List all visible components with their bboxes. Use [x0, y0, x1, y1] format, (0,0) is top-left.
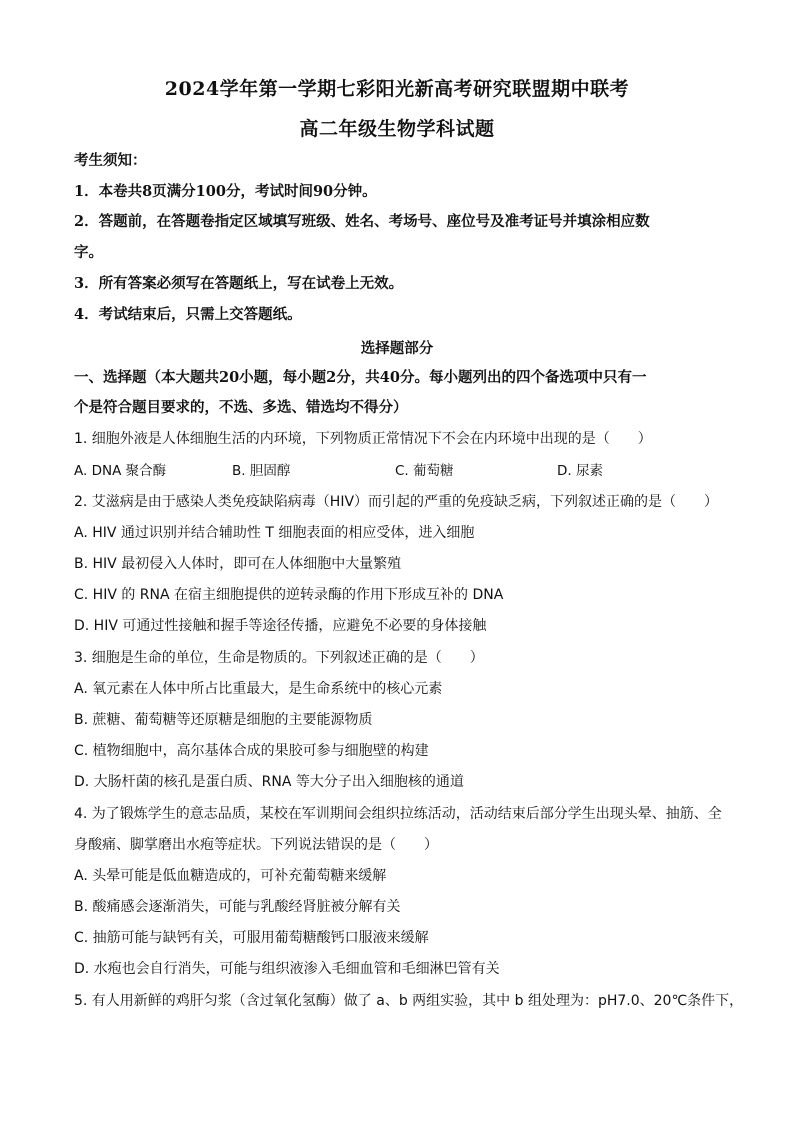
question-1-option-c: C. 葡萄糖 [395, 463, 454, 479]
question-2-option-d: D. HIV 可通过性接触和握手等途径传播，应避免不必要的身体接触 [74, 618, 487, 634]
question-3-option-b: B. 蔗糖、葡萄糖等还原糖是细胞的主要能源物质 [74, 712, 373, 728]
question-4-option-b: B. 酸痛感会逐渐消失，可能与乳酸经肾脏被分解有关 [74, 899, 401, 915]
question-2-stem: 2. 艾滋病是由于感染人类免疫缺陷病毒（HIV）而引起的严重的免疫缺乏病，下列叙述正确的是（ ） [74, 494, 719, 510]
section-instructions: 个是符合题目要求的，不选、多选、错选均不得分） [74, 399, 408, 416]
exam-subtitle: 高二年级生物学科试题 [299, 118, 495, 140]
notice-heading: 考生须知： [74, 152, 147, 169]
notice-item: 1．本卷共8页满分100分，考试时间90分钟。 [74, 183, 377, 200]
exam-title: 2024学年第一学期七彩阳光新高考研究联盟期中联考 [164, 78, 630, 100]
question-4-option-d: D. 水疱也会自行消失，可能与组织液渗入毛细血管和毛细淋巴管有关 [74, 961, 500, 977]
question-1-option-a: A. DNA 聚合酶 [74, 463, 167, 479]
question-1-option-b: B. 胆固醇 [232, 463, 291, 479]
question-3-option-a: A. 氧元素在人体中所占比重最大，是生命系统中的核心元素 [74, 681, 443, 697]
question-3-option-d: D. 大肠杆菌的核孔是蛋白质、RNA 等大分子出入细胞核的通道 [74, 774, 464, 790]
notice-item: 4．考试结束后，只需上交答题纸。 [74, 306, 302, 323]
question-4-option-c: C. 抽筋可能与缺钙有关，可服用葡萄糖酸钙口服液来缓解 [74, 930, 429, 946]
section-title: 选择题部分 [360, 340, 434, 357]
question-3-stem: 3. 细胞是生命的单位，生命是物质的。下列叙述正确的是（ ） [74, 650, 484, 666]
question-4-option-a: A. 头晕可能是低血糖造成的，可补充葡萄糖来缓解 [74, 868, 387, 884]
question-2-option-a: A. HIV 通过识别并结合辅助性 T 细胞表面的相应受体，进入细胞 [74, 525, 475, 541]
notice-item: 2．答题前，在答题卷指定区域填写班级、姓名、考场号、座位号及准考证号并填涂相应数 [74, 213, 650, 230]
question-3-option-c: C. 植物细胞中，高尔基体合成的果胶可参与细胞壁的构建 [74, 743, 429, 759]
question-1-stem: 1. 细胞外液是人体细胞生活的内环境，下列物质正常情况下不会在内环境中出现的是（ ） [74, 431, 652, 447]
question-2-option-c: C. HIV 的 RNA 在宿主细胞提供的逆转录酶的作用下形成互补的 DNA [74, 587, 504, 603]
notice-item: 3．所有答案必须写在答题纸上，写在试卷上无效。 [74, 275, 404, 292]
question-1-option-d: D. 尿素 [557, 463, 603, 479]
question-2-option-b: B. HIV 最初侵入人体时，即可在人体细胞中大量繁殖 [74, 556, 402, 572]
question-5-stem: 5. 有人用新鲜的鸡肝匀浆（含过氧化氢酶）做了 a、b 两组实验，其中 b 组处理为：pH7.0、20℃条件下， [74, 993, 744, 1009]
notice-item: 字。 [74, 244, 103, 261]
section-instructions: 一、选择题（本大题共20小题，每小题2分，共40分。每小题列出的四个备选项中只有一 [74, 369, 647, 386]
question-4-stem: 4. 为了锻炼学生的意志品质，某校在军训期间会组织拉练活动，活动结束后部分学生出现头晕、抽筋、全 [74, 806, 722, 822]
question-4-stem: 身酸痛、脚掌磨出水疱等症状。下列说法错误的是（ ） [74, 837, 438, 853]
